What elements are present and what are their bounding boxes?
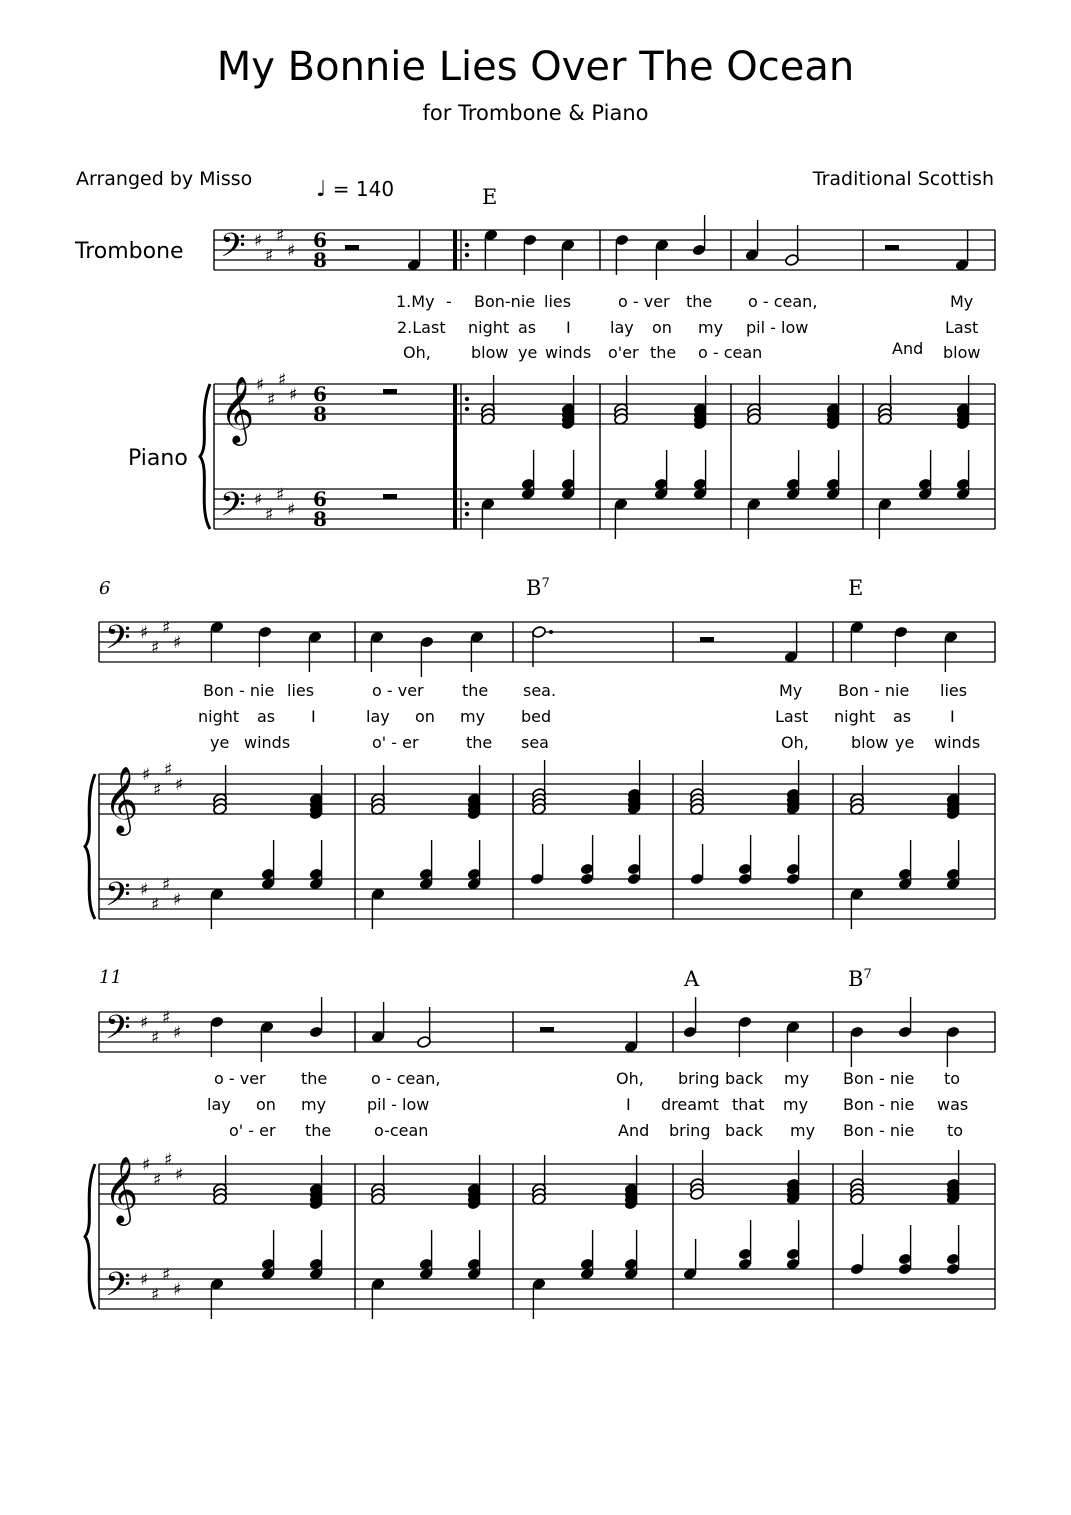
lyric-syllable: pil - low: [367, 1095, 430, 1114]
trombone-label: Trombone: [75, 239, 184, 264]
lyric-syllable: o - cean,: [371, 1069, 441, 1088]
lyric-syllable: lies: [287, 681, 315, 700]
dot-icon: [549, 630, 553, 634]
lyric-syllable: night: [198, 707, 240, 726]
lyric-syllable: my: [301, 1095, 327, 1114]
lyric-syllable: Oh,: [781, 733, 809, 752]
time-signature-denominator: 8: [313, 402, 327, 426]
lyric-syllable: o - cean,: [748, 292, 818, 311]
lyric-syllable: My: [950, 292, 974, 311]
key-sharp-icon: ♯: [140, 1013, 149, 1033]
lyric-syllable: o' - er: [372, 733, 419, 752]
repeat-barline: [453, 424, 457, 489]
composer-credit: Traditional Scottish: [812, 168, 994, 190]
key-sharp-icon: ♯: [140, 1270, 149, 1290]
lyric-syllable: I: [566, 318, 571, 337]
lyric-syllable: blow: [851, 733, 889, 752]
score-title: My Bonnie Lies Over The Ocean: [216, 44, 855, 90]
lyric-syllable: bed: [521, 707, 552, 726]
lyric-syllable: Oh,: [616, 1069, 644, 1088]
key-sharp-icon: ♯: [151, 895, 160, 915]
half-rest-icon: [383, 389, 397, 394]
treble-clef-icon: 𝄞: [104, 1155, 139, 1223]
key-sharp-icon: ♯: [267, 390, 276, 410]
repeat-barline: [453, 489, 457, 529]
key-sharp-icon: ♯: [254, 231, 263, 251]
lyric-syllable: ye: [518, 343, 538, 362]
time-signature-denominator: 8: [313, 507, 327, 531]
lyric-syllable: I: [626, 1095, 631, 1114]
piano-label: Piano: [128, 446, 188, 471]
measure-number: 11: [99, 967, 122, 988]
lyric-syllable: Last: [775, 707, 809, 726]
key-sharp-icon: ♯: [173, 1280, 182, 1300]
lyric-syllable: my: [698, 318, 724, 337]
half-rest-icon: [885, 245, 899, 250]
lyric-syllable: winds: [934, 733, 981, 752]
lyric-syllable: o-cean: [374, 1121, 429, 1140]
lyric-syllable: pil - low: [746, 318, 809, 337]
lyric-syllable: as: [893, 707, 912, 726]
lyric-syllable: bring: [678, 1069, 720, 1088]
key-sharp-icon: ♯: [153, 780, 162, 800]
half-rest-icon: [383, 494, 397, 499]
treble-clef-icon: 𝄞: [220, 375, 255, 443]
lyric-syllable: on: [256, 1095, 276, 1114]
bass-clef-icon: 𝄢: [105, 876, 131, 922]
repeat-barline: [453, 384, 457, 424]
lyric-syllable: Bon - nie: [843, 1121, 915, 1140]
key-sharp-icon: ♯: [162, 618, 171, 638]
lyric-syllable: the: [305, 1121, 332, 1140]
key-sharp-icon: ♯: [142, 1155, 151, 1175]
lyric-syllable: lay: [207, 1095, 231, 1114]
lyric-syllable: on: [652, 318, 672, 337]
lyric-syllable: that: [732, 1095, 765, 1114]
lyric-syllable: Bon - nie: [203, 681, 275, 700]
lyric-syllable: lies: [940, 681, 968, 700]
lyric-syllable: my: [460, 707, 486, 726]
key-sharp-icon: ♯: [173, 890, 182, 910]
bass-clef-icon: 𝄢: [105, 1009, 131, 1055]
key-sharp-icon: ♯: [164, 760, 173, 780]
lyric-syllable: the: [650, 343, 677, 362]
bass-clef-icon: 𝄢: [220, 486, 246, 532]
key-sharp-icon: ♯: [140, 623, 149, 643]
lyric-syllable: ye: [210, 733, 230, 752]
bass-clef-icon: 𝄢: [105, 619, 131, 665]
quarter-note-icon: ♩: [316, 177, 327, 202]
lyric-syllable: as: [518, 318, 537, 337]
lyric-syllable: night: [468, 318, 510, 337]
tempo-value: = 140: [332, 177, 395, 201]
key-sharp-icon: ♯: [173, 1023, 182, 1043]
lyric-syllable: winds: [545, 343, 592, 362]
key-sharp-icon: ♯: [289, 385, 298, 405]
lyric-syllable: Bon - nie: [843, 1069, 915, 1088]
repeat-dot: [465, 397, 469, 401]
lyric-syllable: o'er: [608, 343, 639, 362]
time-signature-numerator: 6: [313, 382, 327, 406]
key-sharp-icon: ♯: [278, 370, 287, 390]
arranger-credit: Arranged by Misso: [76, 168, 253, 190]
lyric-syllable: the: [686, 292, 713, 311]
lyric-syllable: the: [462, 681, 489, 700]
bass-clef-icon: 𝄢: [105, 1266, 131, 1312]
lyric-syllable: blow: [471, 343, 509, 362]
piano-brace-icon: [85, 774, 95, 919]
key-sharp-icon: ♯: [164, 1150, 173, 1170]
key-sharp-icon: ♯: [287, 500, 296, 520]
lyric-syllable: lay: [610, 318, 634, 337]
piano-brace-icon: [200, 384, 210, 529]
lyric-syllable: back: [725, 1121, 764, 1140]
chord-symbol: E: [482, 185, 498, 209]
lyric-syllable: My: [779, 681, 803, 700]
time-signature-numerator: 6: [313, 487, 327, 511]
lyric-syllable: lies: [544, 292, 572, 311]
lyric-syllable: o - ver: [214, 1069, 266, 1088]
lyric-syllable: -: [446, 292, 452, 311]
lyric-syllable: Bon-nie: [474, 292, 536, 311]
lyric-syllable: 2.Last: [397, 318, 446, 337]
lyric-syllable: o' - er: [229, 1121, 276, 1140]
key-sharp-icon: ♯: [175, 775, 184, 795]
lyric-syllable: the: [466, 733, 493, 752]
lyric-syllable: my: [784, 1069, 810, 1088]
chord-symbol: $B^7$: [848, 967, 872, 991]
chord-symbol: A: [684, 967, 700, 991]
lyric-syllable: my: [790, 1121, 816, 1140]
lyric-syllable: o - cean: [698, 343, 763, 362]
lyric-syllable: ye: [895, 733, 915, 752]
key-sharp-icon: ♯: [162, 1265, 171, 1285]
lyric-syllable: my: [783, 1095, 809, 1114]
piano-brace-icon: [85, 1164, 95, 1309]
repeat-barline: [453, 230, 457, 270]
key-sharp-icon: ♯: [276, 226, 285, 246]
key-sharp-icon: ♯: [254, 490, 263, 510]
repeat-dot: [465, 407, 469, 411]
key-sharp-icon: ♯: [175, 1165, 184, 1185]
lyric-syllable: And: [892, 339, 924, 358]
chord-symbol: $B^7$: [526, 576, 550, 600]
lyric-syllable: Last: [945, 318, 979, 337]
lyric-syllable: lay: [366, 707, 390, 726]
key-sharp-icon: ♯: [151, 1285, 160, 1305]
lyric-syllable: o - ver: [372, 681, 424, 700]
bass-clef-icon: 𝄢: [220, 227, 246, 273]
lyric-syllable: as: [257, 707, 276, 726]
key-sharp-icon: ♯: [287, 241, 296, 261]
time-signature-denominator: 8: [313, 248, 327, 272]
lyric-syllable: Bon - nie: [838, 681, 910, 700]
repeat-dot: [465, 512, 469, 516]
repeat-dot: [465, 243, 469, 247]
measure-number: 6: [99, 578, 111, 599]
repeat-dot: [465, 253, 469, 257]
half-rest-icon: [700, 637, 714, 642]
lyric-syllable: blow: [943, 343, 981, 362]
key-sharp-icon: ♯: [265, 246, 274, 266]
key-sharp-icon: ♯: [256, 375, 265, 395]
lyric-syllable: the: [301, 1069, 328, 1088]
key-sharp-icon: ♯: [162, 875, 171, 895]
lyric-syllable: Oh,: [403, 343, 431, 362]
key-sharp-icon: ♯: [162, 1008, 171, 1028]
notehead: [532, 626, 547, 639]
half-rest-icon: [345, 245, 359, 250]
lyric-syllable: o - ver: [618, 292, 670, 311]
key-sharp-icon: ♯: [142, 765, 151, 785]
lyric-syllable: And: [618, 1121, 650, 1140]
score-subtitle: for Trombone & Piano: [422, 101, 649, 125]
lyric-syllable: Bon - nie: [843, 1095, 915, 1114]
treble-clef-icon: 𝄞: [104, 765, 139, 833]
lyric-syllable: sea: [521, 733, 549, 752]
lyric-syllable: winds: [244, 733, 291, 752]
time-signature-numerator: 6: [313, 228, 327, 252]
lyric-syllable: 1.My: [396, 292, 435, 311]
lyric-syllable: I: [311, 707, 316, 726]
lyric-syllable: night: [834, 707, 876, 726]
lyric-syllable: dreamt: [661, 1095, 719, 1114]
key-sharp-icon: ♯: [173, 633, 182, 653]
lyric-syllable: back: [725, 1069, 764, 1088]
lyric-syllable: to: [944, 1069, 961, 1088]
lyric-syllable: to: [947, 1121, 964, 1140]
key-sharp-icon: ♯: [276, 485, 285, 505]
lyric-syllable: was: [937, 1095, 969, 1114]
repeat-dot: [465, 502, 469, 506]
chord-symbol: E: [848, 576, 864, 600]
lyric-syllable: on: [415, 707, 435, 726]
half-rest-icon: [540, 1027, 554, 1032]
key-sharp-icon: ♯: [151, 1028, 160, 1048]
key-sharp-icon: ♯: [153, 1170, 162, 1190]
key-sharp-icon: ♯: [265, 505, 274, 525]
lyric-syllable: sea.: [523, 681, 557, 700]
lyric-syllable: bring: [669, 1121, 711, 1140]
lyric-syllable: I: [950, 707, 955, 726]
key-sharp-icon: ♯: [151, 638, 160, 658]
key-sharp-icon: ♯: [140, 880, 149, 900]
